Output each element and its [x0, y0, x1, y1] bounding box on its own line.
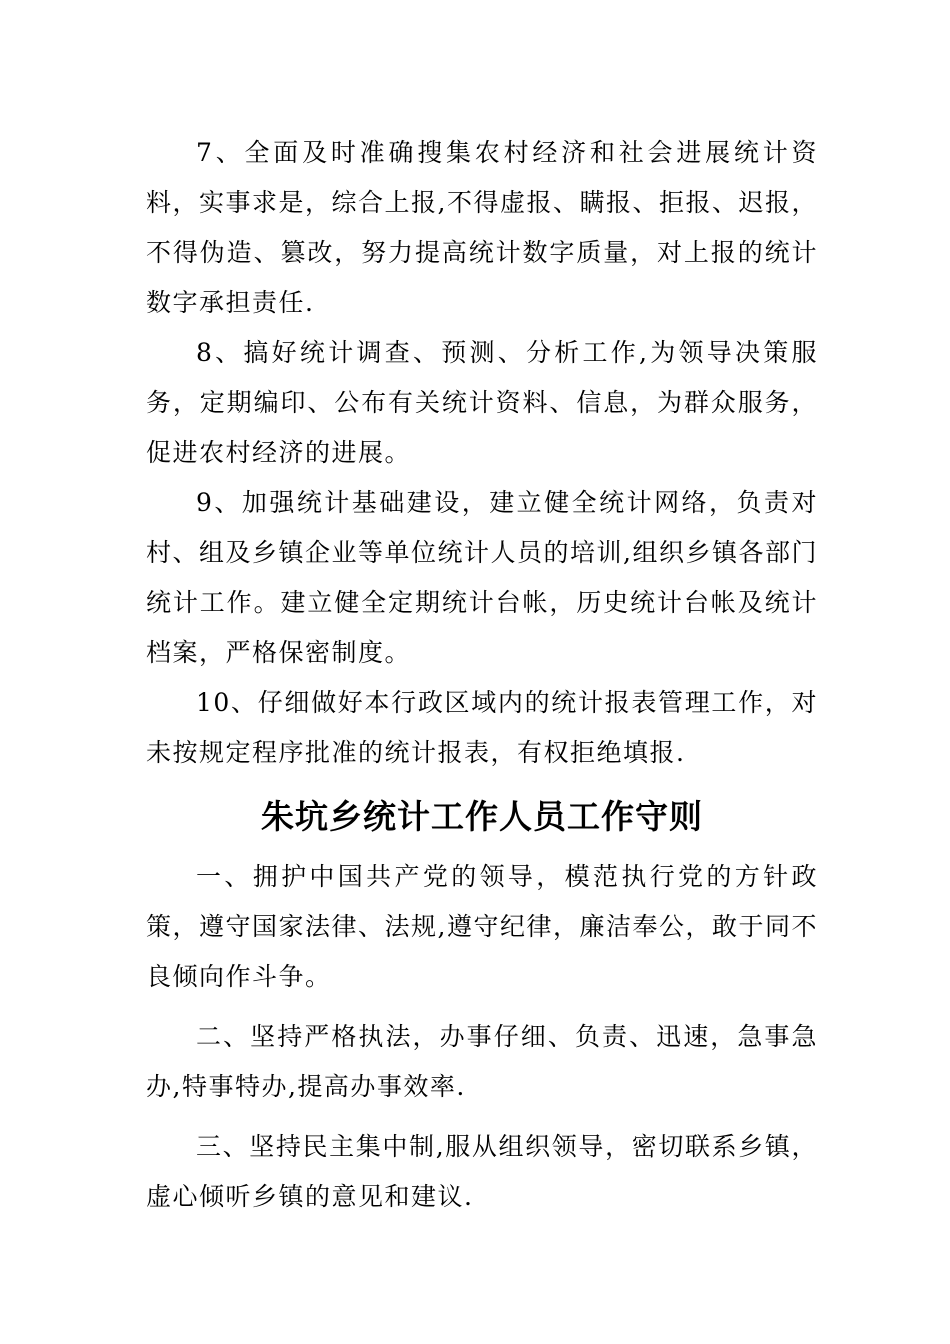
document-body [146, 128, 818, 1222]
rule-paragraph-2: 二、坚持严格执法，办事仔细、负责、迅速，急事急办,特事特办,提高办事效率. [146, 1022, 818, 1101]
paragraph-item-8: 8、搞好统计调查、预测、分析工作,为领导决策服务，定期编印、公布有关统计资料、信息，为群众服务，促进农村经济的进展。 [146, 338, 818, 467]
paragraph-item-7: 7、全面及时准确搜集农村经济和社会进展统计资料，实事求是，综合上报,不得虚报、瞒报、拒报、迟报，不得伪造、篡改，努力提高统计数字质量，对上报的统计数字承担责任. [146, 138, 818, 317]
section-title: 朱坑乡统计工作人员工作守则 [261, 797, 703, 836]
paragraph-item-9: 9、加强统计基础建设，建立健全统计网络，负责对村、组及乡镇企业等单位统计人员的培训,组织乡镇各部门统计工作。建立健全定期统计台帐，历史统计台帐及统计档案，严格保密制度。 [146, 488, 818, 667]
rule-paragraph-3: 三、坚持民主集中制,服从组织领导，密切联系乡镇，虚心倾听乡镇的意见和建议. [146, 1132, 818, 1211]
rule-paragraph-1: 一、拥护中国共产党的领导，模范执行党的方针政策，遵守国家法律、法规,遵守纪律，廉洁奉公，敢于同不良倾向作斗争。 [146, 862, 818, 991]
paragraph-item-10: 10、仔细做好本行政区域内的统计报表管理工作，对未按规定程序批准的统计报表，有权拒绝填报. [146, 688, 818, 767]
